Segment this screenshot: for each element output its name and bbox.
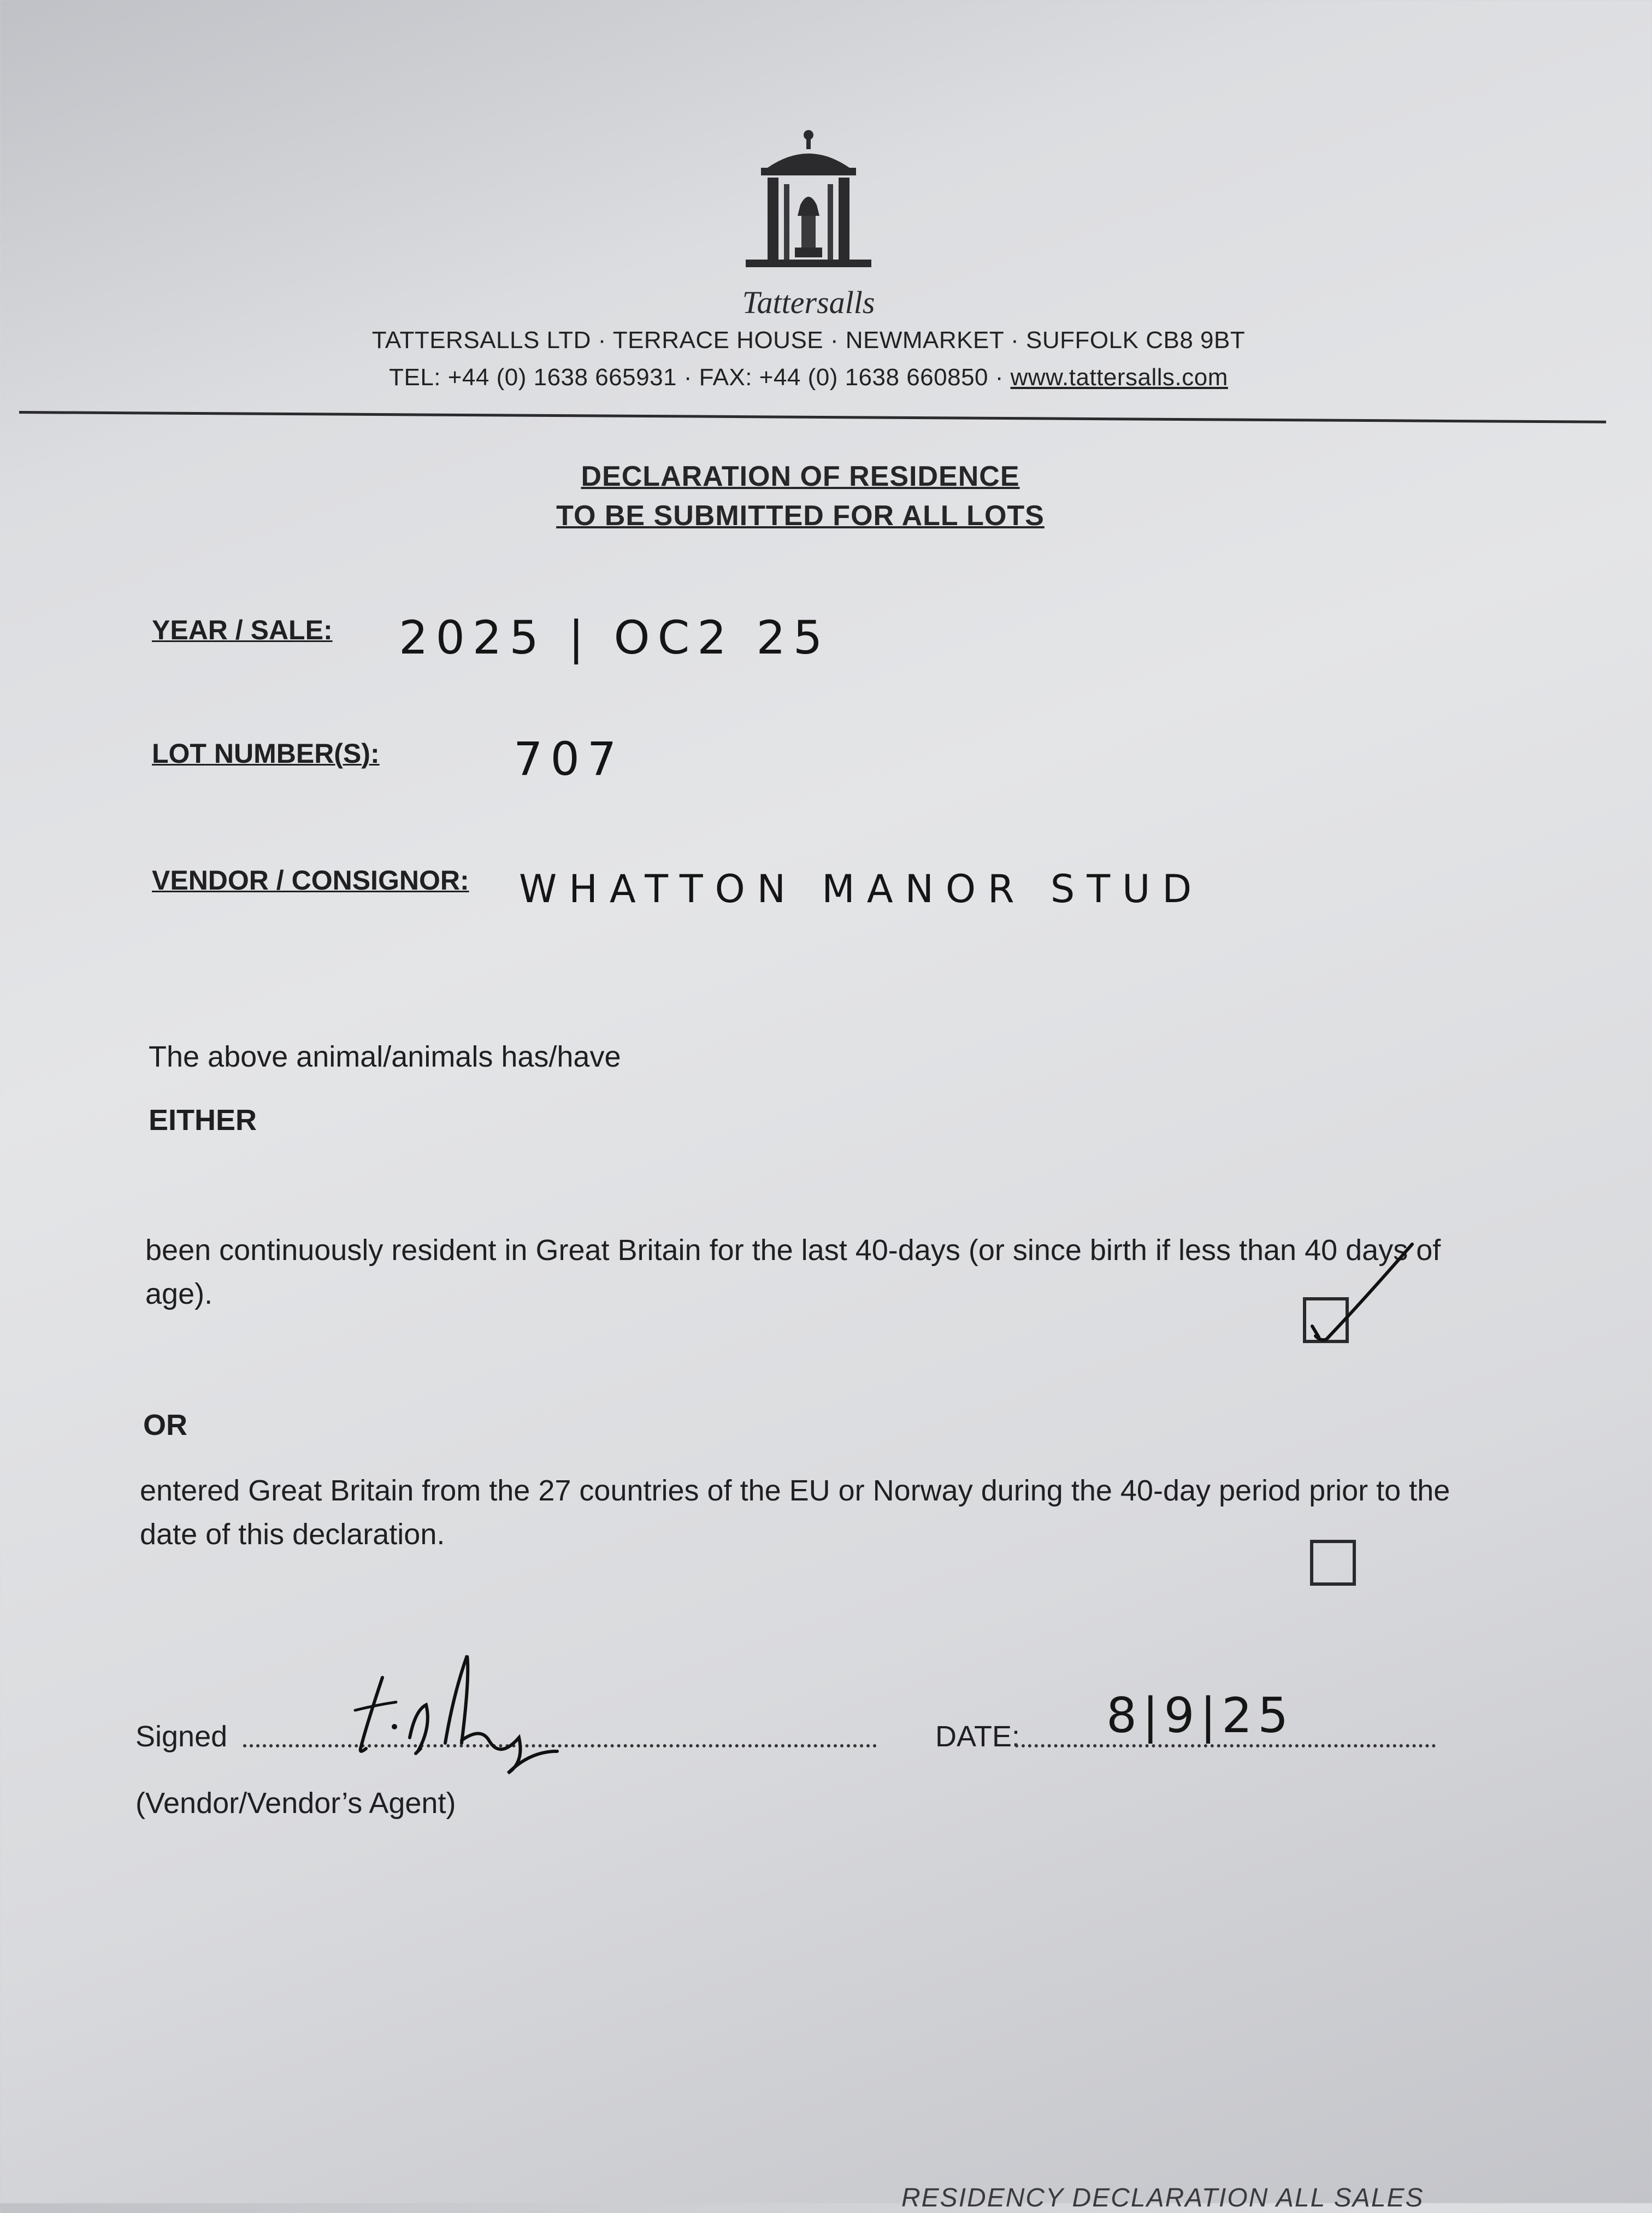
vendor-consignor-label: VENDOR / CONSIGNOR: (152, 865, 469, 896)
option1-text: been continuously resident in Great Britain for the last 40-days (or since birth if less than 40 days of age). (145, 1234, 1441, 1310)
form-title-line2: TO BE SUBMITTED FOR ALL LOTS (556, 500, 1045, 532)
signed-label: Signed (135, 1720, 228, 1753)
header-divider (19, 411, 1606, 423)
date-line[interactable] (1015, 1744, 1436, 1747)
website-link[interactable]: www.tattersalls.com (1010, 364, 1228, 391)
lot-number-value[interactable]: 707 (514, 732, 624, 786)
vendor-agent-label: (Vendor/Vendor’s Agent) (135, 1787, 456, 1820)
address-line: TATTERSALLS LTD · TERRACE HOUSE · NEWMARKET · SUFFOLK CB8 9BT (371, 327, 1246, 354)
year-sale-value[interactable]: 2025 | OC2 25 (399, 611, 830, 664)
or-heading: OR (143, 1409, 187, 1441)
year-sale-label: YEAR / SALE: (152, 615, 333, 645)
brand-name: Tattersalls (742, 285, 875, 320)
handwritten-signature (344, 1645, 574, 1776)
form-title-line1: DECLARATION OF RESIDENCE (581, 461, 1020, 492)
option2-checkbox[interactable] (1310, 1540, 1356, 1586)
contact-text: TEL: +44 (0) 1638 665931 · FAX: +44 (0) 1638 660850 · (389, 364, 1011, 391)
date-value[interactable]: 8|9|25 (1106, 1687, 1294, 1744)
date-label: DATE: (935, 1720, 1020, 1753)
tattersalls-logo (729, 123, 888, 287)
checkmark-icon (1300, 1232, 1420, 1352)
lot-number-label: LOT NUMBER(S): (152, 738, 380, 769)
contact-line (0, 364, 1617, 391)
either-heading: EITHER (149, 1104, 257, 1137)
vendor-consignor-value[interactable]: WHATTON MANOR STUD (519, 867, 1204, 911)
footer-text: RESIDENCY DECLARATION ALL SALES (901, 2183, 1424, 2212)
declaration-intro: The above animal/animals has/have (149, 1040, 621, 1073)
option2-text: entered Great Britain from the 27 countries of the EU or Norway during the 40-day period prior to the date of this declaration. (140, 1474, 1450, 1551)
